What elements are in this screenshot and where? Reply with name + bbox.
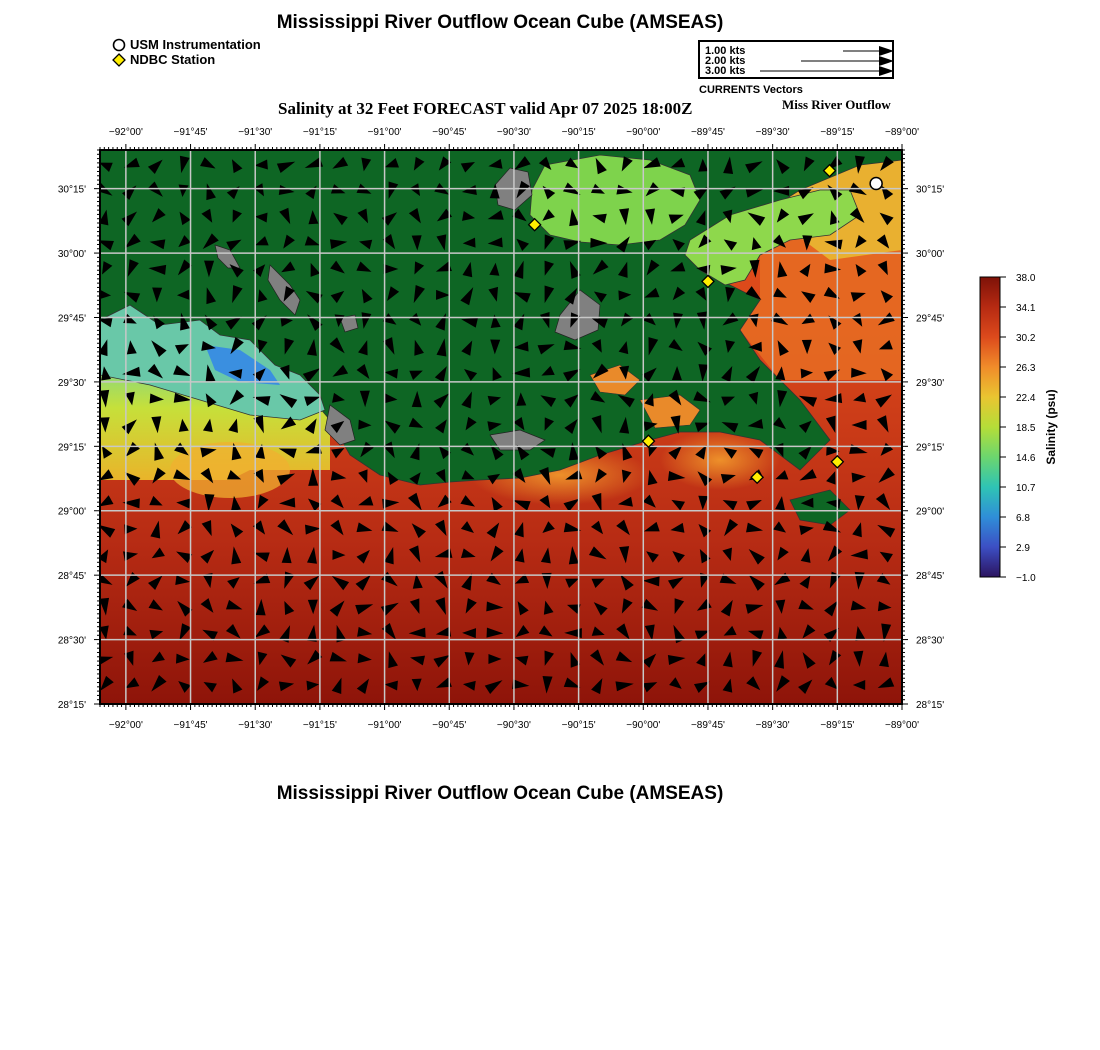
lon-label-top: −89°15' xyxy=(820,127,855,138)
lon-labels-top xyxy=(109,127,919,138)
lon-label-top: −89°30' xyxy=(755,127,790,138)
lat-label-right: 29°30' xyxy=(916,377,945,389)
lon-label-top: −91°45' xyxy=(173,127,208,138)
lon-label-top: −90°00' xyxy=(626,127,661,138)
map-subtitle: Salinity at 32 Feet FORECAST valid Apr 07 2025 18:00Z xyxy=(278,99,693,118)
lat-label-right: 30°00' xyxy=(916,249,945,261)
vector-key-label-2: 2.00 kts xyxy=(705,55,746,67)
lat-label-right: 29°00' xyxy=(916,506,945,518)
lon-label-bottom: −90°45' xyxy=(432,720,467,731)
lon-label-bottom: −89°45' xyxy=(690,720,725,731)
lat-label-left: 29°15' xyxy=(57,442,86,454)
colorbar-tick-label: 38.0 xyxy=(1016,273,1036,284)
lon-labels-bottom xyxy=(109,720,919,731)
lon-label-bottom: −89°30' xyxy=(755,720,790,731)
lat-label-right: 28°45' xyxy=(916,571,945,583)
colorbar-label: Salinity (psu) xyxy=(1044,389,1058,465)
map-region-label: Miss River Outflow xyxy=(782,97,891,112)
lon-label-bottom: −91°45' xyxy=(173,720,208,731)
lat-label-right: 30°15' xyxy=(916,184,945,196)
lon-label-top: −91°00' xyxy=(367,127,402,138)
lon-label-top: −90°15' xyxy=(561,127,596,138)
legend-usm-label: USM Instrumentation xyxy=(130,37,261,52)
lon-label-bottom: −91°30' xyxy=(238,720,273,731)
lat-label-right: 28°15' xyxy=(916,700,945,711)
lat-label-left: 28°15' xyxy=(57,700,86,711)
colorbar-ticks xyxy=(1000,273,1036,584)
lon-label-top: −90°30' xyxy=(496,127,531,138)
lat-label-left: 28°45' xyxy=(57,571,86,583)
lon-label-bottom: −92°00' xyxy=(108,720,143,731)
legend-ndbc-label: NDBC Station xyxy=(130,52,216,67)
lon-label-bottom: −89°00' xyxy=(885,720,919,731)
lat-label-right: 29°45' xyxy=(916,313,945,325)
lat-label-left: 30°15' xyxy=(57,184,86,196)
colorbar-tick-label: 14.6 xyxy=(1016,453,1036,464)
plume-patch xyxy=(170,442,290,498)
usm-station-marker xyxy=(870,177,882,189)
colorbar-tick-label: −1.0 xyxy=(1016,573,1036,584)
colorbar-tick-label: 22.4 xyxy=(1016,393,1036,404)
vector-key-label-3: 3.00 kts xyxy=(705,65,746,77)
colorbar-tick-label: 10.7 xyxy=(1016,483,1036,494)
lat-label-left: 29°30' xyxy=(57,377,86,389)
lon-label-top: −89°45' xyxy=(690,127,725,138)
colorbar-tick-label: 30.2 xyxy=(1016,333,1036,344)
map-body xyxy=(95,150,902,704)
lat-label-left: 28°30' xyxy=(57,635,86,647)
lon-label-top: −89°00' xyxy=(885,127,919,138)
page-title: Mississippi River Outflow Ocean Cube (AMSEAS) xyxy=(276,12,724,33)
lon-label-bottom: −91°15' xyxy=(302,720,337,731)
lat-label-left: 30°00' xyxy=(57,249,86,261)
lon-label-bottom: −90°15' xyxy=(561,720,596,731)
colorbar-tick-label: 34.1 xyxy=(1016,303,1036,314)
lat-label-right: 28°30' xyxy=(916,635,945,647)
lon-label-top: −91°30' xyxy=(238,127,273,138)
colorbar-tick-label: 6.8 xyxy=(1016,513,1030,524)
lon-label-bottom: −91°00' xyxy=(367,720,402,731)
colorbar xyxy=(980,277,1000,577)
bottom-title: Mississippi River Outflow Ocean Cube (AMSEAS) xyxy=(276,783,724,804)
lon-label-top: −91°15' xyxy=(302,127,337,138)
colorbar-tick-label: 26.3 xyxy=(1016,363,1036,374)
lon-label-top: −92°00' xyxy=(108,127,143,138)
lat-labels-left xyxy=(58,185,86,711)
lat-label-right: 29°15' xyxy=(916,442,945,454)
lon-label-bottom: −90°30' xyxy=(496,720,531,731)
vectors-caption: CURRENTS Vectors xyxy=(699,84,803,96)
lat-label-left: 29°00' xyxy=(57,506,86,518)
lon-label-bottom: −90°00' xyxy=(626,720,661,731)
lon-label-bottom: −89°15' xyxy=(820,720,855,731)
colorbar-tick-label: 2.9 xyxy=(1016,543,1030,554)
lon-label-top: −90°45' xyxy=(432,127,467,138)
lat-labels-right xyxy=(916,185,944,711)
vector-key-label-1: 1.00 kts xyxy=(705,45,746,57)
colorbar-tick-label: 18.5 xyxy=(1016,423,1036,434)
lat-label-left: 29°45' xyxy=(57,313,86,325)
